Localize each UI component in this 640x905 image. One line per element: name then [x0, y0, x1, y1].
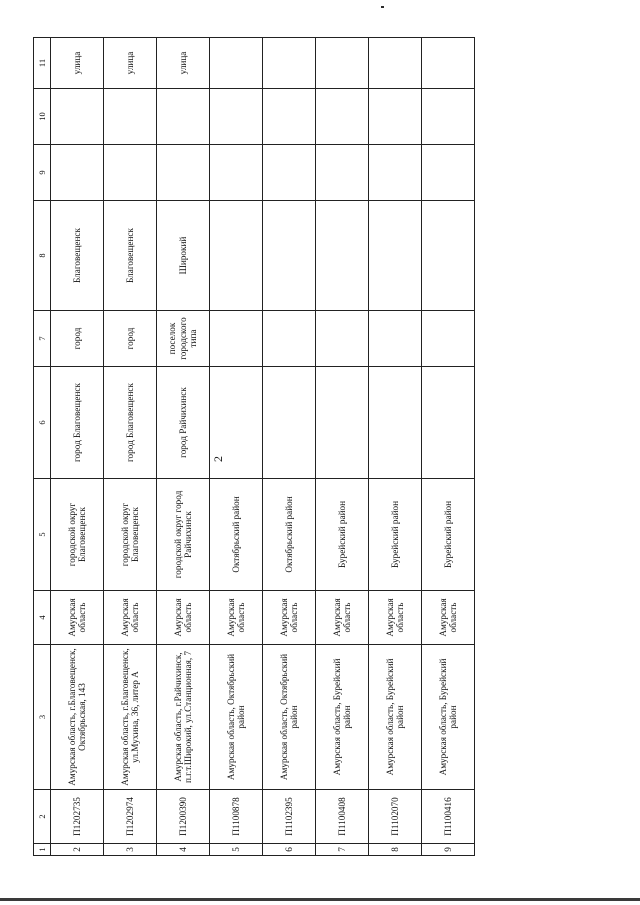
cell-address: Амурская область, г.Благовещенск, ул.Мухина, 36, литер А	[104, 645, 157, 790]
rotated-table-container	[33, 38, 458, 856]
cell-name	[263, 201, 316, 311]
cell-col9	[369, 145, 422, 201]
registry-table	[33, 37, 475, 856]
cell-district: Октябрьский район	[210, 479, 263, 591]
cell-col10	[263, 89, 316, 145]
cell-col11	[263, 38, 316, 89]
cell-type	[210, 311, 263, 367]
cell-region: Амурская область	[210, 591, 263, 645]
cell-col11: улица	[157, 38, 210, 89]
scan-edge-line	[0, 898, 640, 901]
cell-col9	[104, 145, 157, 201]
cell-name: Широкий	[157, 201, 210, 311]
cell-address: Амурская область, Октябрьский район	[210, 645, 263, 790]
cell-address: Амурская область, г.Благовещенск, Октябрьская, 143	[51, 645, 104, 790]
column-number: 1	[34, 844, 51, 856]
cell-region: Амурская область	[104, 591, 157, 645]
cell-settlement: город Райчихинск	[157, 367, 210, 479]
cell-name: Благовещенск	[104, 201, 157, 311]
cell-address: Амурская область, Бурейский район	[422, 645, 475, 790]
cell-col10	[157, 89, 210, 145]
cell-col10	[51, 89, 104, 145]
cell-settlement	[422, 367, 475, 479]
cell-col10	[422, 89, 475, 145]
cell-type	[316, 311, 369, 367]
cell-name	[422, 201, 475, 311]
page-number: 2	[211, 456, 225, 462]
cell-type	[263, 311, 316, 367]
cell-district: Бурейский район	[422, 479, 475, 591]
cell-type	[422, 311, 475, 367]
column-number-row	[34, 38, 51, 856]
column-number: 5	[34, 479, 51, 591]
cell-district: Бурейский район	[316, 479, 369, 591]
cell-col10	[210, 89, 263, 145]
cell-type: поселок городского типа	[157, 311, 210, 367]
cell-name	[316, 201, 369, 311]
cell-region: Амурская область	[369, 591, 422, 645]
cell-type: город	[104, 311, 157, 367]
cell-name	[369, 201, 422, 311]
cell-region: Амурская область	[316, 591, 369, 645]
cell-address: Амурская область, Октябрьский район	[263, 645, 316, 790]
scan-mark	[381, 6, 384, 8]
cell-region: Амурская область	[157, 591, 210, 645]
table-row	[263, 38, 316, 856]
cell-district: городской округ город Райчихинск	[157, 479, 210, 591]
cell-settlement: город Благовещенск	[104, 367, 157, 479]
cell-col11: улица	[51, 38, 104, 89]
table-row	[104, 38, 157, 856]
cell-col11	[369, 38, 422, 89]
column-number: 11	[34, 38, 51, 89]
cell-settlement	[316, 367, 369, 479]
cell-col11	[316, 38, 369, 89]
cell-settlement	[369, 367, 422, 479]
cell-col9	[263, 145, 316, 201]
cell-name	[210, 201, 263, 311]
cell-code: П1202735	[51, 790, 104, 844]
cell-col9	[51, 145, 104, 201]
cell-type	[369, 311, 422, 367]
cell-address: Амурская область, г.Райчихинск, п.г.т.Широкий, ул.Станционная, 7	[157, 645, 210, 790]
cell-region: Амурская область	[422, 591, 475, 645]
cell-num: 4	[157, 844, 210, 856]
cell-col9	[316, 145, 369, 201]
cell-settlement	[210, 367, 263, 479]
cell-type: город	[51, 311, 104, 367]
column-number: 2	[34, 790, 51, 844]
cell-name: Благовещенск	[51, 201, 104, 311]
column-number: 7	[34, 311, 51, 367]
cell-num: 5	[210, 844, 263, 856]
table-frame	[33, 38, 458, 856]
cell-num: 3	[104, 844, 157, 856]
cell-code: П1100408	[316, 790, 369, 844]
cell-district: городской округ Благовещенск	[104, 479, 157, 591]
cell-code: П1100416	[422, 790, 475, 844]
column-number: 3	[34, 645, 51, 790]
cell-settlement: город Благовещенск	[51, 367, 104, 479]
cell-col9	[157, 145, 210, 201]
cell-num: 6	[263, 844, 316, 856]
cell-col10	[104, 89, 157, 145]
column-number: 6	[34, 367, 51, 479]
table-row	[210, 38, 263, 856]
cell-code: П1102395	[263, 790, 316, 844]
cell-district: городской округ Благовещенск	[51, 479, 104, 591]
cell-col10	[369, 89, 422, 145]
cell-col11: улица	[104, 38, 157, 89]
cell-num: 7	[316, 844, 369, 856]
table-row	[422, 38, 475, 856]
cell-col11	[422, 38, 475, 89]
cell-num: 9	[422, 844, 475, 856]
cell-region: Амурская область	[263, 591, 316, 645]
cell-code: П1100878	[210, 790, 263, 844]
table-row	[369, 38, 422, 856]
cell-col9	[422, 145, 475, 201]
table-row	[157, 38, 210, 856]
cell-num: 8	[369, 844, 422, 856]
cell-num: 2	[51, 844, 104, 856]
cell-settlement	[263, 367, 316, 479]
cell-address: Амурская область, Бурейский район	[316, 645, 369, 790]
cell-col10	[316, 89, 369, 145]
column-number: 10	[34, 89, 51, 145]
cell-region: Амурская область	[51, 591, 104, 645]
cell-district: Октябрьский район	[263, 479, 316, 591]
cell-address: Амурская область, Бурейский район	[369, 645, 422, 790]
column-number: 8	[34, 201, 51, 311]
table-row	[316, 38, 369, 856]
cell-col11	[210, 38, 263, 89]
column-number: 4	[34, 591, 51, 645]
table-row	[51, 38, 104, 856]
cell-district: Бурейский район	[369, 479, 422, 591]
cell-col9	[210, 145, 263, 201]
cell-code: П1102070	[369, 790, 422, 844]
column-number: 9	[34, 145, 51, 201]
cell-code: П1200390	[157, 790, 210, 844]
cell-code: П1202974	[104, 790, 157, 844]
